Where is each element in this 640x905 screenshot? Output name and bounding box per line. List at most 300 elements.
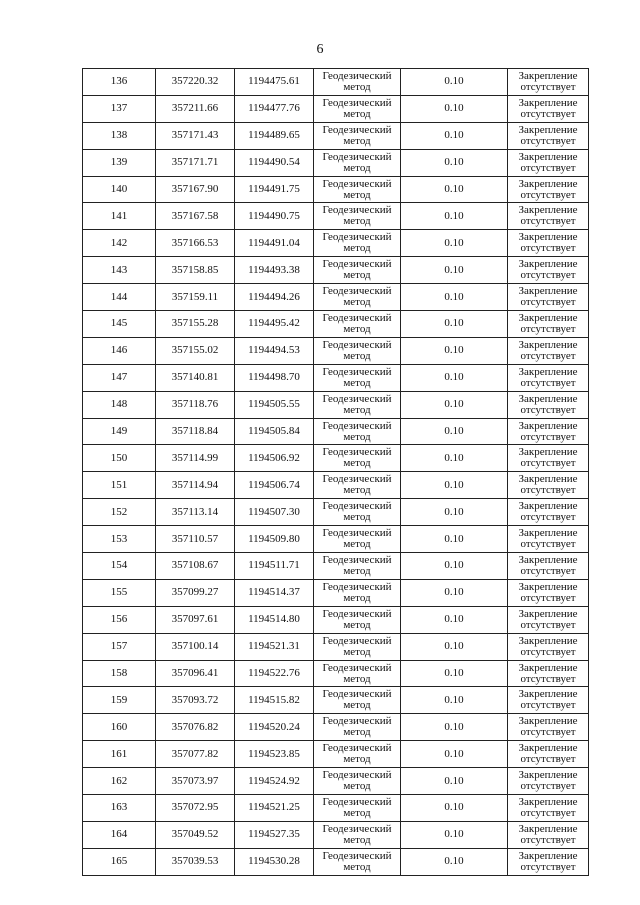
coordinates-table <box>82 68 589 876</box>
method-line-2: метод <box>343 269 371 282</box>
fixing-cell <box>508 391 589 418</box>
y-coordinate-cell: 1194505.84 <box>235 418 314 445</box>
x-coordinate-cell: 357211.66 <box>156 95 235 122</box>
x-coordinate-cell: 357099.27 <box>156 579 235 606</box>
method-line-2: метод <box>343 80 371 93</box>
y-coordinate-cell: 1194494.53 <box>235 337 314 364</box>
fixing-line-1: Закрепление <box>518 688 578 701</box>
y-coordinate-cell: 1194506.92 <box>235 445 314 472</box>
method-line-2: метод <box>343 753 371 766</box>
fixing-line-1: Закрепление <box>518 419 578 432</box>
method-line-1: Геодезический <box>322 231 392 244</box>
x-coordinate-cell: 357097.61 <box>156 606 235 633</box>
method-line-1: Геодезический <box>322 177 392 190</box>
fixing-cell <box>508 257 589 284</box>
point-number-cell: 163 <box>83 795 156 822</box>
point-number-cell: 156 <box>83 606 156 633</box>
table-row <box>83 257 589 284</box>
method-cell <box>314 364 401 391</box>
fixing-cell <box>508 606 589 633</box>
method-line-1: Геодезический <box>322 580 392 593</box>
fixing-line-2: отсутствует <box>520 591 576 604</box>
method-cell <box>314 633 401 660</box>
fixing-line-2: отсутствует <box>520 188 576 201</box>
accuracy-cell: 0.10 <box>401 848 508 875</box>
y-coordinate-cell: 1194521.31 <box>235 633 314 660</box>
method-line-2: метод <box>343 699 371 712</box>
table-body <box>83 69 589 876</box>
fixing-line-1: Закрепление <box>518 607 578 620</box>
y-coordinate-cell: 1194506.74 <box>235 472 314 499</box>
y-coordinate-cell: 1194494.26 <box>235 284 314 311</box>
fixing-line-2: отсутствует <box>520 753 576 766</box>
accuracy-cell: 0.10 <box>401 606 508 633</box>
method-line-2: метод <box>343 403 371 416</box>
fixing-cell <box>508 95 589 122</box>
table-row <box>83 418 589 445</box>
fixing-line-1: Закрепление <box>518 150 578 163</box>
fixing-line-1: Закрепление <box>518 769 578 782</box>
fixing-line-2: отсутствует <box>520 376 576 389</box>
accuracy-cell: 0.10 <box>401 660 508 687</box>
table-row <box>83 230 589 257</box>
accuracy-cell: 0.10 <box>401 499 508 526</box>
x-coordinate-cell: 357114.99 <box>156 445 235 472</box>
table-row <box>83 687 589 714</box>
fixing-cell <box>508 176 589 203</box>
fixing-line-2: отсутствует <box>520 726 576 739</box>
y-coordinate-cell: 1194520.24 <box>235 714 314 741</box>
fixing-line-1: Закрепление <box>518 446 578 459</box>
table-row <box>83 821 589 848</box>
method-line-1: Геодезический <box>322 392 392 405</box>
method-line-2: метод <box>343 538 371 551</box>
accuracy-cell: 0.10 <box>401 337 508 364</box>
table-row <box>83 768 589 795</box>
fixing-cell <box>508 687 589 714</box>
fixing-cell <box>508 579 589 606</box>
fixing-cell <box>508 122 589 149</box>
method-line-1: Геодезический <box>322 769 392 782</box>
fixing-line-1: Закрепление <box>518 849 578 862</box>
point-number-cell: 140 <box>83 176 156 203</box>
method-cell <box>314 122 401 149</box>
fixing-line-2: отсутствует <box>520 349 576 362</box>
y-coordinate-cell: 1194498.70 <box>235 364 314 391</box>
fixing-line-1: Закрепление <box>518 204 578 217</box>
x-coordinate-cell: 357077.82 <box>156 741 235 768</box>
method-line-2: метод <box>343 134 371 147</box>
x-coordinate-cell: 357093.72 <box>156 687 235 714</box>
y-coordinate-cell: 1194489.65 <box>235 122 314 149</box>
x-coordinate-cell: 357072.95 <box>156 795 235 822</box>
method-cell <box>314 714 401 741</box>
table-row <box>83 284 589 311</box>
fixing-line-1: Закрепление <box>518 553 578 566</box>
fixing-cell <box>508 848 589 875</box>
fixing-cell <box>508 284 589 311</box>
x-coordinate-cell: 357171.43 <box>156 122 235 149</box>
y-coordinate-cell: 1194491.04 <box>235 230 314 257</box>
fixing-line-1: Закрепление <box>518 69 578 82</box>
x-coordinate-cell: 357171.71 <box>156 149 235 176</box>
method-cell <box>314 95 401 122</box>
fixing-line-1: Закрепление <box>518 661 578 674</box>
method-line-1: Геодезический <box>322 96 392 109</box>
method-line-1: Геодезический <box>322 311 392 324</box>
table-row <box>83 176 589 203</box>
fixing-cell <box>508 526 589 553</box>
method-line-1: Геодезический <box>322 661 392 674</box>
method-line-2: метод <box>343 215 371 228</box>
y-coordinate-cell: 1194477.76 <box>235 95 314 122</box>
method-line-2: метод <box>343 376 371 389</box>
table-row <box>83 311 589 338</box>
accuracy-cell: 0.10 <box>401 553 508 580</box>
accuracy-cell: 0.10 <box>401 311 508 338</box>
x-coordinate-cell: 357118.76 <box>156 391 235 418</box>
table-row <box>83 122 589 149</box>
fixing-cell <box>508 472 589 499</box>
fixing-line-2: отсутствует <box>520 780 576 793</box>
fixing-cell <box>508 230 589 257</box>
method-line-1: Геодезический <box>322 446 392 459</box>
fixing-line-1: Закрепление <box>518 231 578 244</box>
method-cell <box>314 257 401 284</box>
fixing-line-2: отсутствует <box>520 511 576 524</box>
fixing-line-2: отсутствует <box>520 833 576 846</box>
fixing-line-2: отсутствует <box>520 80 576 93</box>
fixing-line-1: Закрепление <box>518 392 578 405</box>
accuracy-cell: 0.10 <box>401 768 508 795</box>
point-number-cell: 157 <box>83 633 156 660</box>
table-row <box>83 69 589 96</box>
accuracy-cell: 0.10 <box>401 257 508 284</box>
accuracy-cell: 0.10 <box>401 795 508 822</box>
accuracy-cell: 0.10 <box>401 633 508 660</box>
accuracy-cell: 0.10 <box>401 472 508 499</box>
x-coordinate-cell: 357158.85 <box>156 257 235 284</box>
fixing-cell <box>508 418 589 445</box>
fixing-line-2: отсутствует <box>520 161 576 174</box>
fixing-cell <box>508 821 589 848</box>
method-line-2: метод <box>343 188 371 201</box>
accuracy-cell: 0.10 <box>401 526 508 553</box>
y-coordinate-cell: 1194524.92 <box>235 768 314 795</box>
method-cell <box>314 579 401 606</box>
x-coordinate-cell: 357049.52 <box>156 821 235 848</box>
method-line-1: Геодезический <box>322 527 392 540</box>
table-row <box>83 633 589 660</box>
x-coordinate-cell: 357096.41 <box>156 660 235 687</box>
point-number-cell: 159 <box>83 687 156 714</box>
accuracy-cell: 0.10 <box>401 364 508 391</box>
fixing-line-2: отсутствует <box>520 699 576 712</box>
method-line-2: метод <box>343 672 371 685</box>
method-line-2: метод <box>343 833 371 846</box>
point-number-cell: 158 <box>83 660 156 687</box>
accuracy-cell: 0.10 <box>401 714 508 741</box>
x-coordinate-cell: 357100.14 <box>156 633 235 660</box>
method-cell <box>314 284 401 311</box>
fixing-cell <box>508 633 589 660</box>
point-number-cell: 139 <box>83 149 156 176</box>
method-line-1: Геодезический <box>322 204 392 217</box>
y-coordinate-cell: 1194493.38 <box>235 257 314 284</box>
point-number-cell: 143 <box>83 257 156 284</box>
method-cell <box>314 230 401 257</box>
point-number-cell: 148 <box>83 391 156 418</box>
y-coordinate-cell: 1194491.75 <box>235 176 314 203</box>
point-number-cell: 144 <box>83 284 156 311</box>
accuracy-cell: 0.10 <box>401 579 508 606</box>
method-line-1: Геодезический <box>322 553 392 566</box>
method-cell <box>314 69 401 96</box>
accuracy-cell: 0.10 <box>401 687 508 714</box>
fixing-line-2: отсутствует <box>520 860 576 873</box>
x-coordinate-cell: 357039.53 <box>156 848 235 875</box>
table-row <box>83 795 589 822</box>
fixing-line-2: отсутствует <box>520 538 576 551</box>
method-line-2: метод <box>343 591 371 604</box>
table-row <box>83 337 589 364</box>
method-line-2: метод <box>343 430 371 443</box>
method-cell <box>314 391 401 418</box>
accuracy-cell: 0.10 <box>401 391 508 418</box>
table-row <box>83 579 589 606</box>
table-row <box>83 606 589 633</box>
y-coordinate-cell: 1194515.82 <box>235 687 314 714</box>
fixing-line-2: отсутствует <box>520 242 576 255</box>
method-line-2: метод <box>343 242 371 255</box>
x-coordinate-cell: 357110.57 <box>156 526 235 553</box>
method-line-2: метод <box>343 107 371 120</box>
fixing-line-1: Закрепление <box>518 258 578 271</box>
x-coordinate-cell: 357166.53 <box>156 230 235 257</box>
x-coordinate-cell: 357118.84 <box>156 418 235 445</box>
method-line-2: метод <box>343 860 371 873</box>
method-cell <box>314 526 401 553</box>
fixing-line-2: отсутствует <box>520 134 576 147</box>
fixing-line-1: Закрепление <box>518 338 578 351</box>
fixing-cell <box>508 714 589 741</box>
fixing-cell <box>508 69 589 96</box>
fixing-line-2: отсутствует <box>520 645 576 658</box>
method-cell <box>314 499 401 526</box>
method-line-1: Геодезический <box>322 69 392 82</box>
method-line-1: Геодезический <box>322 849 392 862</box>
fixing-line-1: Закрепление <box>518 500 578 513</box>
fixing-line-1: Закрепление <box>518 527 578 540</box>
table-row <box>83 553 589 580</box>
method-line-2: метод <box>343 349 371 362</box>
fixing-line-2: отсутствует <box>520 296 576 309</box>
method-line-1: Геодезический <box>322 419 392 432</box>
point-number-cell: 147 <box>83 364 156 391</box>
y-coordinate-cell: 1194521.25 <box>235 795 314 822</box>
fixing-line-1: Закрепление <box>518 580 578 593</box>
fixing-line-2: отсутствует <box>520 672 576 685</box>
x-coordinate-cell: 357155.02 <box>156 337 235 364</box>
table-row <box>83 149 589 176</box>
fixing-line-1: Закрепление <box>518 795 578 808</box>
accuracy-cell: 0.10 <box>401 741 508 768</box>
x-coordinate-cell: 357167.90 <box>156 176 235 203</box>
accuracy-cell: 0.10 <box>401 203 508 230</box>
fixing-line-2: отсутствует <box>520 618 576 631</box>
fixing-line-1: Закрепление <box>518 634 578 647</box>
method-line-1: Геодезический <box>322 634 392 647</box>
fixing-line-1: Закрепление <box>518 177 578 190</box>
method-line-2: метод <box>343 322 371 335</box>
method-line-1: Геодезический <box>322 607 392 620</box>
method-cell <box>314 418 401 445</box>
y-coordinate-cell: 1194490.75 <box>235 203 314 230</box>
x-coordinate-cell: 357113.14 <box>156 499 235 526</box>
page-number: 6 <box>316 42 324 57</box>
method-line-2: метод <box>343 806 371 819</box>
fixing-line-1: Закрепление <box>518 822 578 835</box>
fixing-line-2: отсутствует <box>520 215 576 228</box>
method-line-1: Геодезический <box>322 365 392 378</box>
point-number-cell: 149 <box>83 418 156 445</box>
point-number-cell: 160 <box>83 714 156 741</box>
method-cell <box>314 472 401 499</box>
point-number-cell: 154 <box>83 553 156 580</box>
method-cell <box>314 553 401 580</box>
method-cell <box>314 795 401 822</box>
point-number-cell: 164 <box>83 821 156 848</box>
fixing-line-1: Закрепление <box>518 285 578 298</box>
point-number-cell: 137 <box>83 95 156 122</box>
table-row <box>83 391 589 418</box>
method-line-2: метод <box>343 457 371 470</box>
fixing-cell <box>508 149 589 176</box>
fixing-cell <box>508 768 589 795</box>
table-row <box>83 714 589 741</box>
x-coordinate-cell: 357114.94 <box>156 472 235 499</box>
fixing-cell <box>508 311 589 338</box>
fixing-line-2: отсутствует <box>520 403 576 416</box>
fixing-line-1: Закрепление <box>518 311 578 324</box>
method-cell <box>314 848 401 875</box>
y-coordinate-cell: 1194505.55 <box>235 391 314 418</box>
fixing-line-1: Закрепление <box>518 365 578 378</box>
point-number-cell: 155 <box>83 579 156 606</box>
accuracy-cell: 0.10 <box>401 149 508 176</box>
fixing-line-2: отсутствует <box>520 564 576 577</box>
accuracy-cell: 0.10 <box>401 122 508 149</box>
accuracy-cell: 0.10 <box>401 284 508 311</box>
fixing-line-1: Закрепление <box>518 96 578 109</box>
accuracy-cell: 0.10 <box>401 69 508 96</box>
x-coordinate-cell: 357220.32 <box>156 69 235 96</box>
accuracy-cell: 0.10 <box>401 821 508 848</box>
y-coordinate-cell: 1194490.54 <box>235 149 314 176</box>
fixing-line-2: отсутствует <box>520 457 576 470</box>
accuracy-cell: 0.10 <box>401 230 508 257</box>
fixing-cell <box>508 445 589 472</box>
y-coordinate-cell: 1194507.30 <box>235 499 314 526</box>
method-line-2: метод <box>343 161 371 174</box>
method-cell <box>314 741 401 768</box>
method-line-1: Геодезический <box>322 473 392 486</box>
method-line-2: метод <box>343 296 371 309</box>
method-line-1: Геодезический <box>322 338 392 351</box>
table-row <box>83 364 589 391</box>
method-line-2: метод <box>343 780 371 793</box>
method-cell <box>314 821 401 848</box>
fixing-line-1: Закрепление <box>518 123 578 136</box>
fixing-cell <box>508 337 589 364</box>
fixing-cell <box>508 660 589 687</box>
point-number-cell: 138 <box>83 122 156 149</box>
fixing-cell <box>508 741 589 768</box>
method-line-2: метод <box>343 511 371 524</box>
accuracy-cell: 0.10 <box>401 95 508 122</box>
x-coordinate-cell: 357140.81 <box>156 364 235 391</box>
method-line-1: Геодезический <box>322 742 392 755</box>
method-line-2: метод <box>343 618 371 631</box>
y-coordinate-cell: 1194522.76 <box>235 660 314 687</box>
method-line-1: Геодезический <box>322 258 392 271</box>
fixing-cell <box>508 553 589 580</box>
point-number-cell: 152 <box>83 499 156 526</box>
table-row <box>83 848 589 875</box>
fixing-line-2: отсутствует <box>520 806 576 819</box>
method-line-1: Геодезический <box>322 150 392 163</box>
x-coordinate-cell: 357167.58 <box>156 203 235 230</box>
method-line-2: метод <box>343 564 371 577</box>
y-coordinate-cell: 1194514.37 <box>235 579 314 606</box>
point-number-cell: 136 <box>83 69 156 96</box>
accuracy-cell: 0.10 <box>401 176 508 203</box>
fixing-line-2: отсутствует <box>520 269 576 282</box>
fixing-cell <box>508 499 589 526</box>
fixing-line-1: Закрепление <box>518 715 578 728</box>
point-number-cell: 146 <box>83 337 156 364</box>
fixing-line-1: Закрепление <box>518 742 578 755</box>
table-row <box>83 741 589 768</box>
fixing-cell <box>508 364 589 391</box>
x-coordinate-cell: 357155.28 <box>156 311 235 338</box>
method-cell <box>314 660 401 687</box>
method-line-1: Геодезический <box>322 285 392 298</box>
method-cell <box>314 203 401 230</box>
method-line-1: Геодезический <box>322 123 392 136</box>
fixing-line-2: отсутствует <box>520 484 576 497</box>
y-coordinate-cell: 1194523.85 <box>235 741 314 768</box>
method-line-1: Геодезический <box>322 715 392 728</box>
method-cell <box>314 176 401 203</box>
x-coordinate-cell: 357076.82 <box>156 714 235 741</box>
fixing-cell <box>508 203 589 230</box>
point-number-cell: 150 <box>83 445 156 472</box>
method-line-2: метод <box>343 484 371 497</box>
fixing-line-1: Закрепление <box>518 473 578 486</box>
method-cell <box>314 768 401 795</box>
x-coordinate-cell: 357073.97 <box>156 768 235 795</box>
fixing-line-2: отсутствует <box>520 430 576 443</box>
table-row <box>83 660 589 687</box>
method-cell <box>314 337 401 364</box>
method-cell <box>314 445 401 472</box>
method-line-2: метод <box>343 726 371 739</box>
accuracy-cell: 0.10 <box>401 418 508 445</box>
y-coordinate-cell: 1194475.61 <box>235 69 314 96</box>
point-number-cell: 153 <box>83 526 156 553</box>
fixing-line-2: отсутствует <box>520 107 576 120</box>
